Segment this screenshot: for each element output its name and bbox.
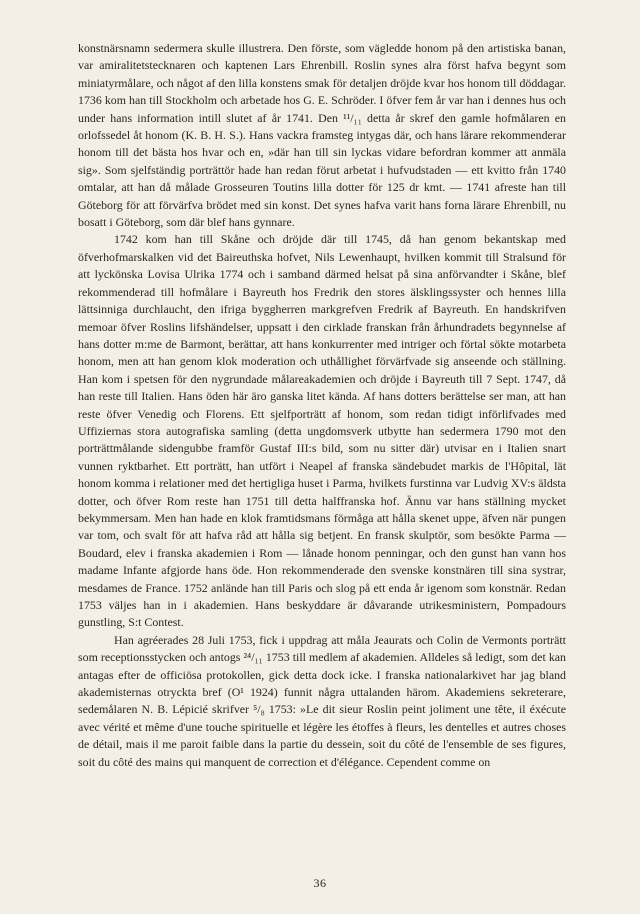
paragraph-2: 1742 kom han till Skåne och dröjde där till 1745, då han genom bekantskap med öfverhofmarskalken vid det Baireuthska hofvet, Nils Lewenhaupt, hvilken kommit till Stralsund för att lyckönska Lovisa Ulrika 1774 och i samband därmed helsat på sina anförvandter i Skåne, blef rekommenderad till hofmålare i Bayreuth hos Fredrik den stores älsklingssyster och hennes lilla lättsinniga durchlaucht, den ifriga byggherren markgrefven Fredrik af Bayreuth. En handskrifven memoar öfver Roslins lifshändelser, uppsatt i den cirklade franskan från århundradets begynnelse af hans dotter m:me de Barmont, berättar, att hans konkurrenter med intriger och förtal sökte motarbeta honom, men att han genom klok moderation och uthållighet förvärfvade sig anseende och ställning. Han kom i spetsen för den nygrundade målareakademien och dröjde i Bayreuth till 7 Sept. 1747, då han reste till Italien. Hans öden här äro ganska litet kända. Af hans dotters berättelse ser man, att han reste öfver Venedig och Florens. Ett sjelfporträtt af honom, som redan tidigt införlifvades med Uffiziernas stora autografiska samling (detta ungdomsverk utbytte han sedermera 1790 mot den porträttmålande sidengubbe framför Gustaf III:s bild, som nu sitter där) utvisar en i Italien snart vunnen ryktbarhet. Ett porträtt, han utfört i Neapel af franska sändebudet markis de l'Hôpital, lät honom komma i relationer med det hertigliga huset i Parma, hvilkets furstinna var Ludvig XV:s äldsta dotter, och öfver Rom reste han 1751 till detta halffranska hof. Ännu var hans ställning mycket bekymmersam. Men han hade en klok framtidsmans förmåga att hålla skenet uppe, äfven när pungen var tom, och svalt för att hafva råd att hålla sig betjent. En fransk skulptör, som besökte Parma — Boudard, elev i franska akademien i Rom — lånade honom penningar, och den gunst han vann hos madame Infante afgjorde hans öde. Hon rekommenderade den svenske konstnären till sina systrar, mesdames de France. 1752 anlände han till Paris och slog på ett enda år igenom som konstnär. Redan 1753 väljes han in i akademien. Hans beskyddare är dåvarande utrikesministern, Pompadours gunstling, S:t Contest. (78, 232, 566, 630)
paragraph-1: konstnärsnamn sedermera skulle illustrera. Den förste, som vägledde honom på den artistiska banan, var amiralitetstecknaren och kaptenen Lars Ehrenbill. Roslin synes alra först hafva begynt som miniatyrmålare, och något af den lilla konstens smak för detaljen dröjde kvar hos honom till döddagar. 1736 kom han till Stockholm och arbetade hos G. E. Schröder. I öfver fem år var han i dennes hus och under hans information intill slutet af år 1741. Den ¹¹/₁₁ detta år skref den gamle hofmålaren en orlofssedel åt honom (K. B. H. S.). Hans vackra framsteg intygas där, och hans lärare rekommenderar honom till det bästa hos hvar och en, »där han till sin lyckas vidare befordran kommer att anmäla sig». Som sjelfständig porträttör hade han redan förut arbetat i hufvudstaden — ett kvitto från 1740 omtalar, att han då målade Grosseuren Toutins lilla dotter för 125 dr kmt. — 1741 afreste han till Göteborg för att förvärfva brödet med sin konst. Det synes hafva varit hans forna lärare Ehrenbill, nu bosatt i Göteborg, som där blef hans gynnare. (78, 41, 566, 230)
paragraph-3: Han agréerades 28 Juli 1753, fick i uppdrag att måla Jeaurats och Colin de Vermonts porträtt som receptionsstycken och antogs ²⁴/₁₁ 1753 till medlem af akademien. Alldeles så ledigt, som det kan antagas efter de officiösa protokollen, gick detta dock icke. I franska nationalarkivet har jag bland akademisternas otryckta bref (O¹ 1924) funnit några uttalanden härom. Akademiens sekreterare, sedemålaren N. B. Lépicié skrifver ⁵/₈ 1753: »Le dit sieur Roslin peint joliment une tête, il éxécute avec vérité et même d'une touche spirituelle et légère les étoffes à fleurs, les dentelles et autres choses de détail, mais il me paroit faible dans la partie du dessein, soit du côté de l'ensemble de ses figures, soit du côté des mains qui manquent de correction et d'élégance. Cependent comme on (78, 632, 566, 769)
body-text (78, 40, 566, 771)
page-number: 36 (313, 876, 327, 890)
